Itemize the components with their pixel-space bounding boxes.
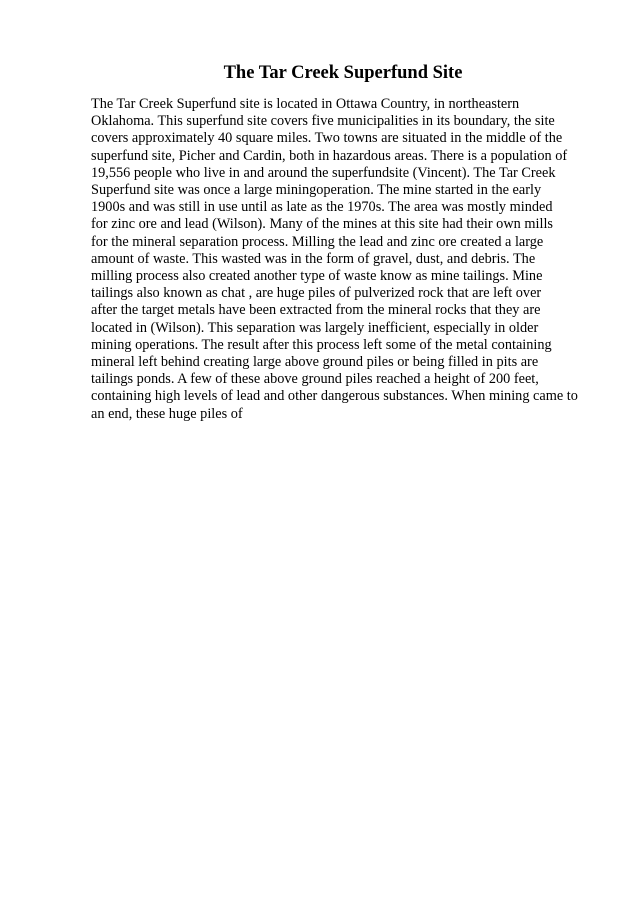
text-line: located in (Wilson). This separation was largely inefficient, especially in older xyxy=(91,319,539,336)
text-line: amount of waste. This wasted was in the form of gravel, dust, and debris. The xyxy=(91,250,536,267)
text-line: 1900s and was still in use until as late as the 1970s. The area was mostly minded xyxy=(91,199,553,216)
text-line: for the mineral separation process. Milling the lead and zinc ore created a large xyxy=(91,233,544,250)
text-line: tailings also known as chat , are huge piles of pulverized rock that are left over xyxy=(91,285,542,302)
text-line: an end, these huge piles of xyxy=(91,405,243,422)
text-line: The Tar Creek Superfund site is located in Ottawa Country, in northeastern xyxy=(91,96,520,112)
text-line: superfund site, Picher and Cardin, both in hazardous areas. There is a population of xyxy=(91,147,568,164)
text-line: after the target metals have been extracted from the mineral rocks that they are xyxy=(91,302,541,319)
text-line: 19,556 people who live in and around the superfundsite (Vincent). The Tar Creek xyxy=(91,164,556,181)
text-line: mining operations. The result after this process left some of the metal containing xyxy=(91,336,552,353)
text-line: milling process also created another type of waste know as mine tailings. Mine xyxy=(91,268,543,285)
text-line: for zinc ore and lead (Wilson). Many of the mines at this site had their own mills xyxy=(91,216,553,233)
text-line: Oklahoma. This superfund site covers five municipalities in its boundary, the site xyxy=(91,113,555,130)
text-line: Superfund site was once a large miningoperation. The mine started in the early xyxy=(91,182,542,199)
text-line: covers approximately 40 square miles. Two towns are situated in the middle of the xyxy=(91,130,563,147)
body-paragraph xyxy=(91,96,611,423)
text-line: mineral left behind creating large above ground piles or being filled in pits are xyxy=(91,354,539,371)
document-title: The Tar Creek Superfund Site xyxy=(223,63,463,83)
text-line: tailings ponds. A few of these above ground piles reached a height of 200 feet, xyxy=(91,371,539,388)
text-line: containing high levels of lead and other dangerous substances. When mining came to xyxy=(91,388,578,405)
